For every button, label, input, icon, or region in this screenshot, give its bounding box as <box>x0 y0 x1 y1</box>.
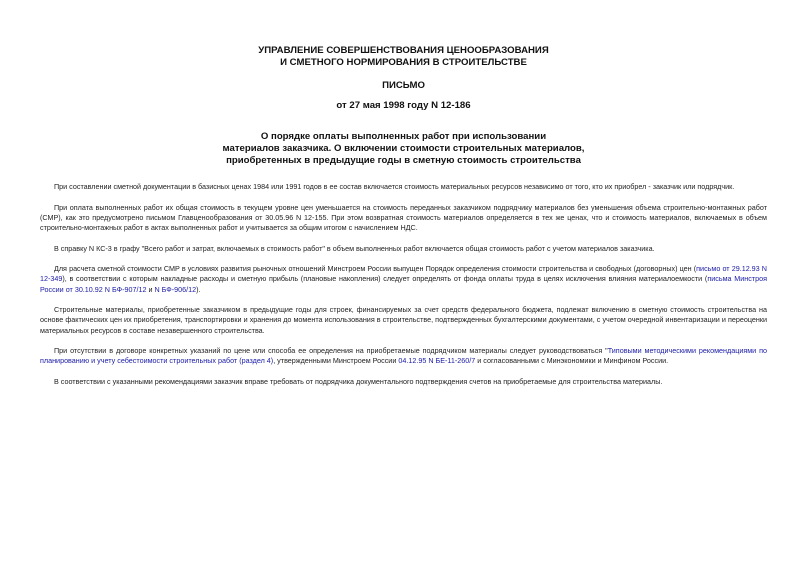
paragraph-1: При составлении сметной документации в базисных ценах 1984 или 1991 годов в ее состав включается стоимость материальных ресурсов независимо от того, кто их приобрел - заказчик или подрядчик. <box>54 182 735 191</box>
org-line-1: УПРАВЛЕНИЕ СОВЕРШЕНСТВОВАНИЯ ЦЕНООБРАЗОВАНИЯ <box>258 45 549 56</box>
paragraph-4-text-1: Для расчета сметной стоимости СМР в условиях развития рыночных отношений Минстроем России выпущен Порядок определения стоимости строительства и свободных (договорных) цен ( <box>54 264 697 274</box>
link-letter-bf-907-12[interactable]: письма Минстроя России от 30.10.92 N БФ-907/12 <box>40 274 767 294</box>
link-letter-be-11-260-7[interactable]: 04.12.95 N БЕ-11-260/7 <box>398 356 476 366</box>
paragraph-4-text-4: ). <box>196 284 201 294</box>
paragraph-7: В соответствии с указанными рекомендациями заказчик вправе требовать от подрядчика документального подтверждения счетов на приобретаемые для строительства материалы. <box>54 376 663 386</box>
document-date: от 27 мая 1998 году N 12-186 <box>336 100 471 111</box>
org-line-2: И СМЕТНОГО НОРМИРОВАНИЯ В СТРОИТЕЛЬСТВЕ <box>280 57 527 68</box>
link-typical-recommendations[interactable]: Типовыми методическими рекомендациями по планированию и учету себестоимости строительных работ (раздел 4) <box>40 346 767 366</box>
link-letter-bf-906-12[interactable]: N БФ-906/12 <box>154 284 197 294</box>
paragraph-5: Строительные материалы, приобретенные заказчиком в предыдущие годы для строек, финансируемых за счет средств федерального бюджета, подлежат включению в сметную стоимость строительства на основе фактических цен их приобретения, транспортировки и хранения до момента использования в строительстве, подтвержденных бухгалтерскими документами, с учетом очередной инвентаризации и переоценки материальных ресурсов в составе незавершенного строительства. <box>40 305 767 335</box>
document-subject <box>0 131 807 167</box>
paragraph-6-text-3: и согласованными с Минэкономики и Минфином России. <box>475 356 669 366</box>
subject-line-3: приобретенных в предыдущие годы в сметную стоимость строительства <box>226 155 581 166</box>
document-body <box>40 182 767 398</box>
paragraph-6-text-1: При отсутствии в договоре конкретных указаний по цене или способа ее определения на приобретаемые подрядчиком материалы следует руководствоваться " <box>54 346 608 356</box>
subject-line-2: материалов заказчика. О включении стоимости строительных материалов, <box>222 143 585 154</box>
paragraph-4-text-2: ), в соответствии с которым накладные расходы и сметную прибыль (плановые накопления) следует определять от фонда оплаты труда в целях исключения влияния материалоемкости ( <box>62 274 708 284</box>
paragraph-4-text-3: и <box>146 284 155 294</box>
document-type: ПИСЬМО <box>382 80 425 91</box>
paragraph-6-text-2: , утвержденными Минстроем России <box>273 356 399 366</box>
paragraph-6 <box>40 346 767 366</box>
paragraph-2: При оплата выполненных работ их общая стоимость в текущем уровне цен уменьшается на стоимость переданных заказчиком подрядчику материалов без уменьшения объема строительно-монтажных работ (СМР), как это предусмотрено письмом Главценообразования от 30.05.96 N 12-155. При этом возвратная стоимость материалов определяется в тех же ценах, что и стоимость материалов, включаемых в объем строительно-монтажных работ в актах выполненных работ и учитывается за общим итогом с начислением НДС. <box>40 202 767 232</box>
issuing-organization <box>0 45 807 69</box>
paragraph-4 <box>40 264 767 295</box>
link-letter-29-12-93[interactable]: письмо от 29.12.93 N 12-349 <box>40 264 767 284</box>
paragraph-3: В справку N КС-3 в графу "Всего работ и затрат, включаемых в стоимость работ" в объем выполненных работ включается общая стоимость работ с учетом материалов заказчика. <box>54 243 655 253</box>
subject-line-1: О порядке оплаты выполненных работ при использовании <box>260 131 547 142</box>
